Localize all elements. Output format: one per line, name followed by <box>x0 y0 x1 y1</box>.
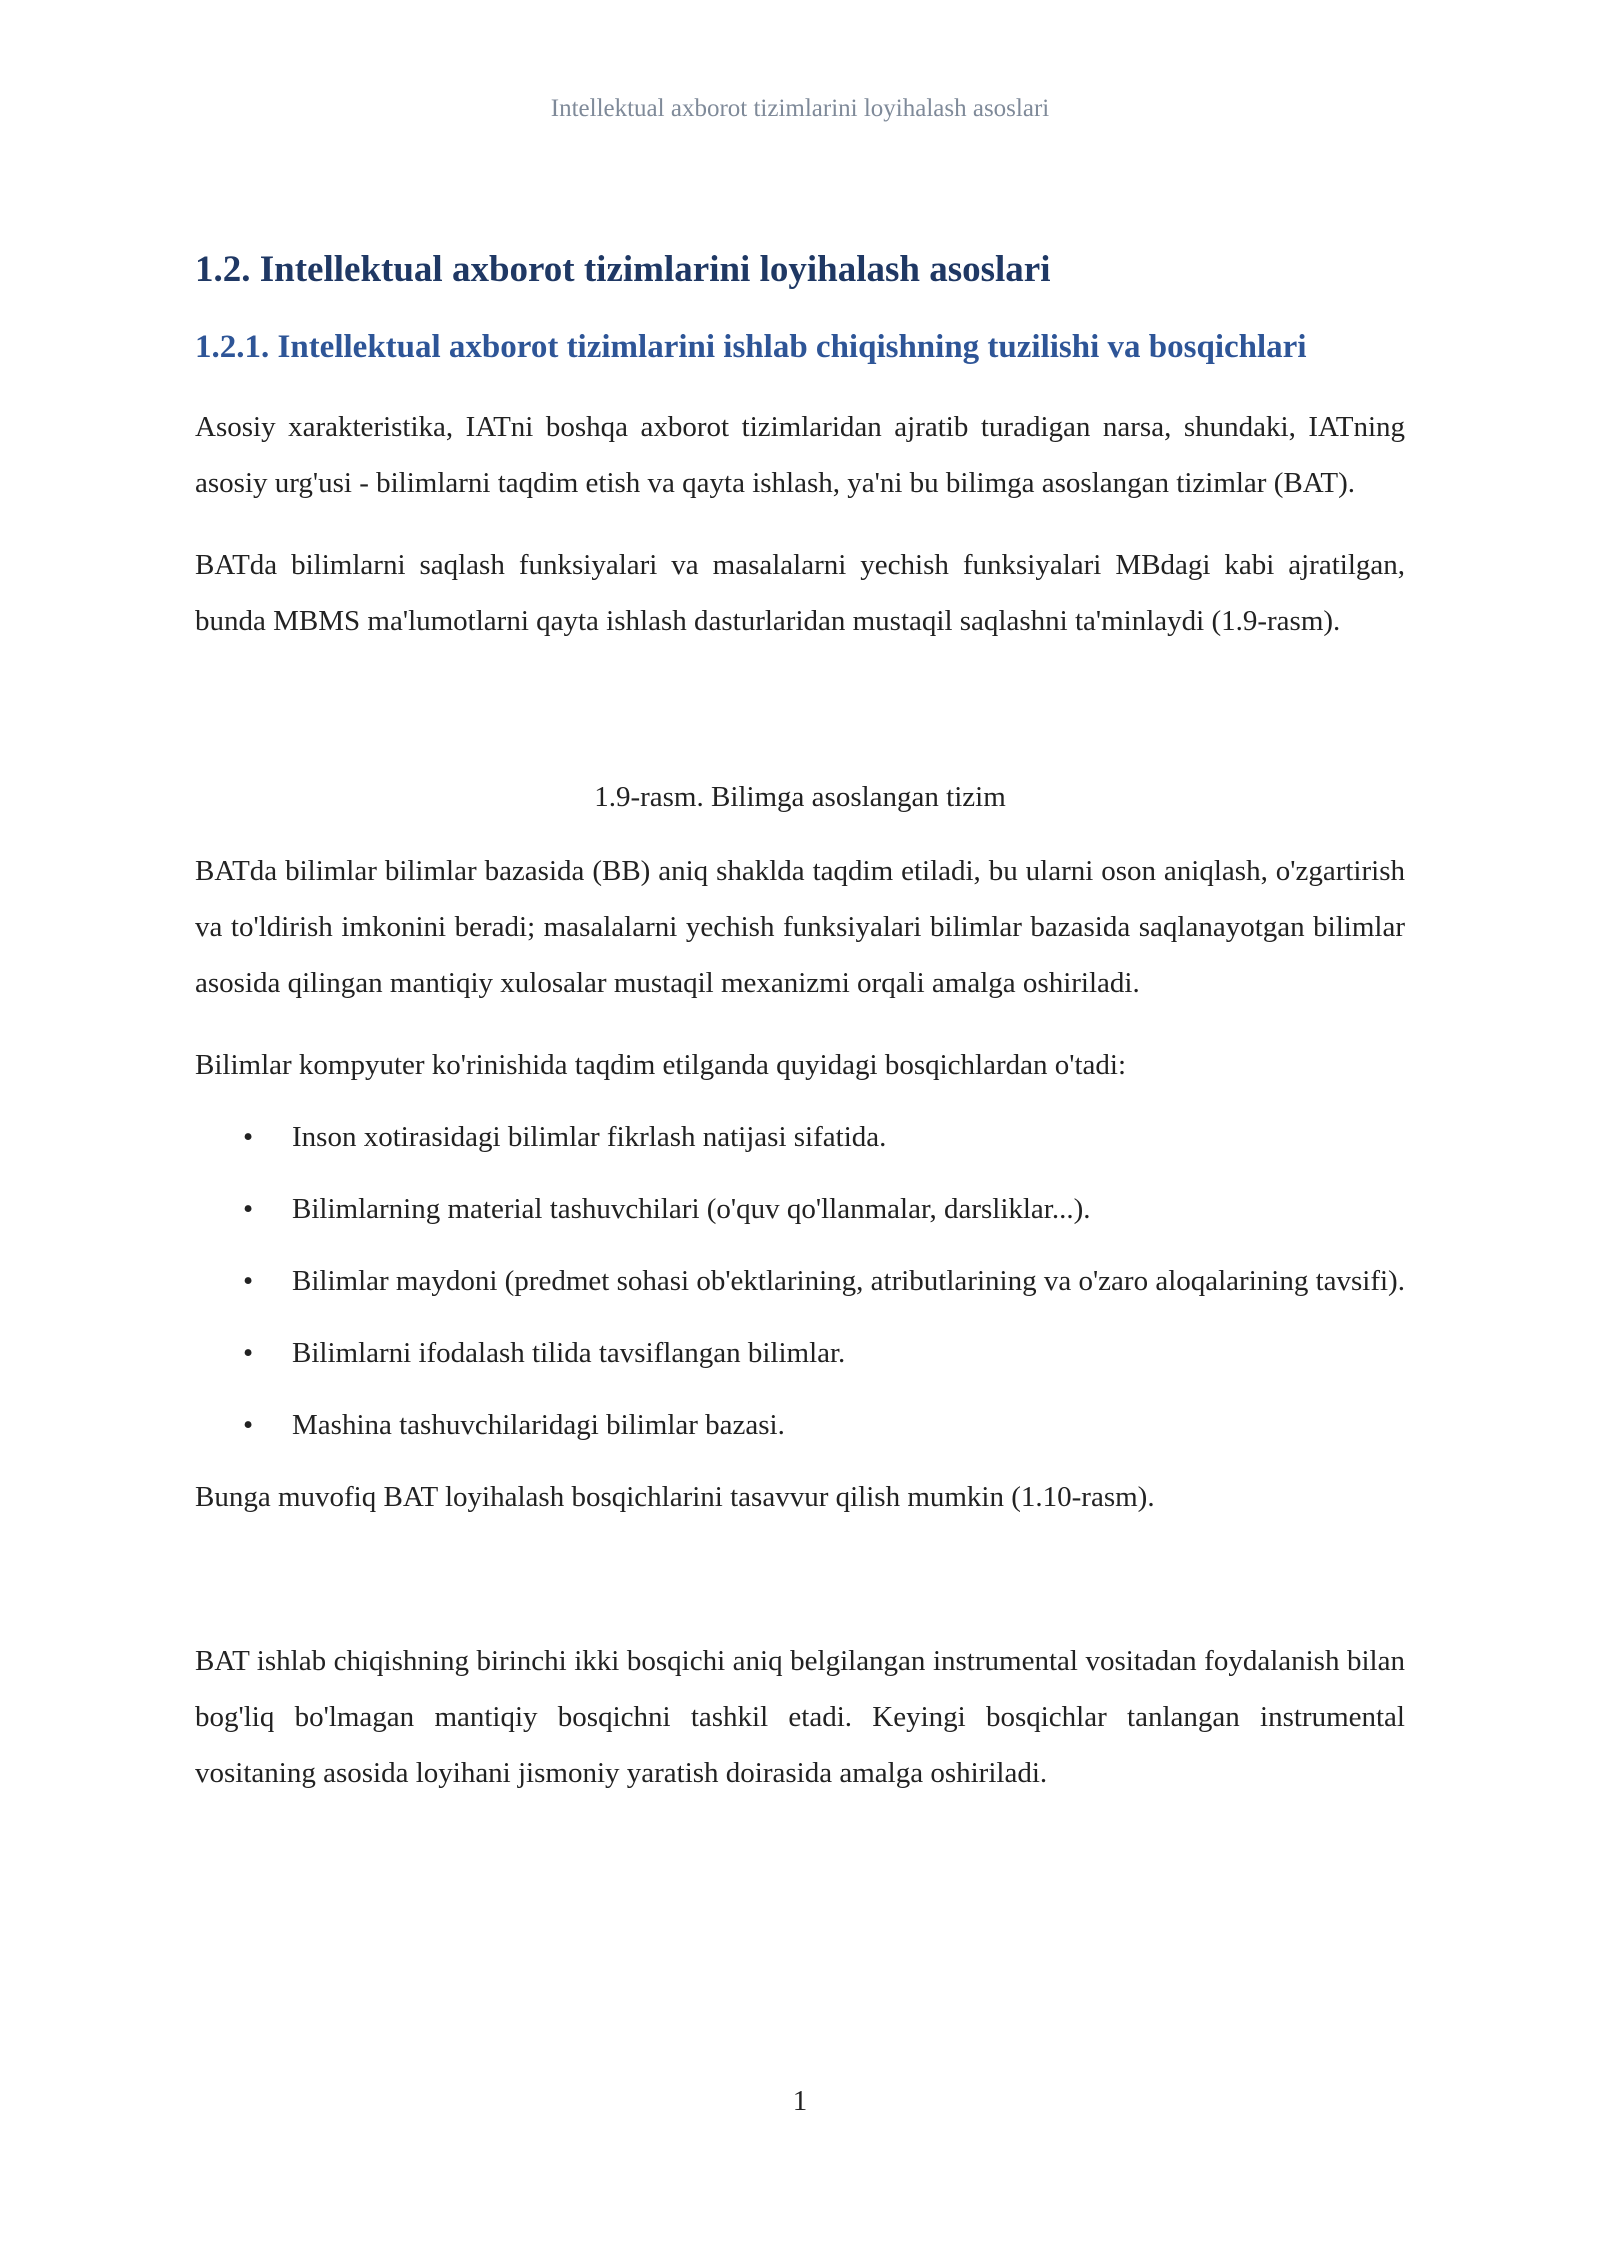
page-number: 1 <box>792 2085 808 2117</box>
bullet-icon: • <box>243 1193 254 1225</box>
page-content <box>195 240 1405 1801</box>
list-item-text: Mashina tashuvchilaridagi bilimlar bazasi. <box>292 1409 785 1441</box>
stages-list <box>195 1109 1405 1453</box>
list-item-text: Bilimlarning material tashuvchilari (o'quv qo'llanmalar, darsliklar...). <box>292 1193 1091 1225</box>
subsection-heading: 1.2.1. Intellektual axborot tizimlarini ishlab chiqishning tuzilishi va bosqichlari <box>195 329 1307 365</box>
bullet-icon: • <box>243 1409 254 1441</box>
figure-caption: 1.9-rasm. Bilimga asoslangan tizim <box>594 781 1006 813</box>
paragraph-design-stages: Bunga muvofiq BAT loyihalash bosqichlarini tasavvur qilish mumkin (1.10-rasm). <box>195 1481 1155 1513</box>
list-item <box>195 1253 1405 1309</box>
paragraph-development-stages: BAT ishlab chiqishning birinchi ikki bosqichi aniq belgilangan instrumental vositadan foydalanish bilan bog'liq bo'lmagan mantiqiy bosqichni tashkil etadi. Keyingi bosqichlar tanlangan instrumental vositaning asosida loyihani jismoniy yaratish doirasida amalga oshiriladi. <box>195 1645 1405 1789</box>
paragraph-knowledge-base: BATda bilimlar bilimlar bazasida (BB) aniq shaklda taqdim etiladi, bu ularni oson aniqlash, o'zgartirish va to'ldirish imkonini beradi; masalalarni yechish funksiyalari bilimlar bazasida saqlanayotgan bilimlar asosida qilingan mantiqiy xulosalar mustaqil mexanizmi orqali amalga oshiriladi. <box>195 855 1405 999</box>
list-item-text: Inson xotirasidagi bilimlar fikrlash natijasi sifatida. <box>292 1121 887 1153</box>
list-item-text: Bilimlarni ifodalash tilida tavsiflangan bilimlar. <box>292 1337 846 1369</box>
list-item <box>195 1109 1405 1165</box>
list-item <box>195 1325 1405 1381</box>
paragraph-stages-intro: Bilimlar kompyuter ko'rinishida taqdim etilganda quyidagi bosqichlardan o'tadi: <box>195 1049 1127 1081</box>
list-item-text: Bilimlar maydoni (predmet sohasi ob'ektlarining, atributlarining va o'zaro aloqalarining tavsifi). <box>292 1265 1405 1297</box>
section-heading: 1.2. Intellektual axborot tizimlarini loyihalash asoslari <box>195 249 1051 290</box>
paragraph-bat-functions: BATda bilimlarni saqlash funksiyalari va masalalarni yechish funksiyalari MBdagi kabi ajratilgan, bunda MBMS ma'lumotlarni qayta ishlash dasturlaridan mustaqil saqlashni ta'minlaydi (1.9-rasm). <box>195 549 1405 637</box>
list-item <box>195 1181 1405 1237</box>
paragraph-intro: Asosiy xarakteristika, IATni boshqa axborot tizimlaridan ajratib turadigan narsa, shundaki, IATning asosiy urg'usi - bilimlarni taqdim etish va qayta ishlash, ya'ni bu bilimga asoslangan tizimlar (BAT). <box>195 411 1405 499</box>
running-header: Intellektual axborot tizimlarini loyihalash asoslari <box>550 95 1050 122</box>
bullet-icon: • <box>243 1265 254 1297</box>
bullet-icon: • <box>243 1121 254 1153</box>
bullet-icon: • <box>243 1337 254 1369</box>
list-item <box>195 1397 1405 1453</box>
